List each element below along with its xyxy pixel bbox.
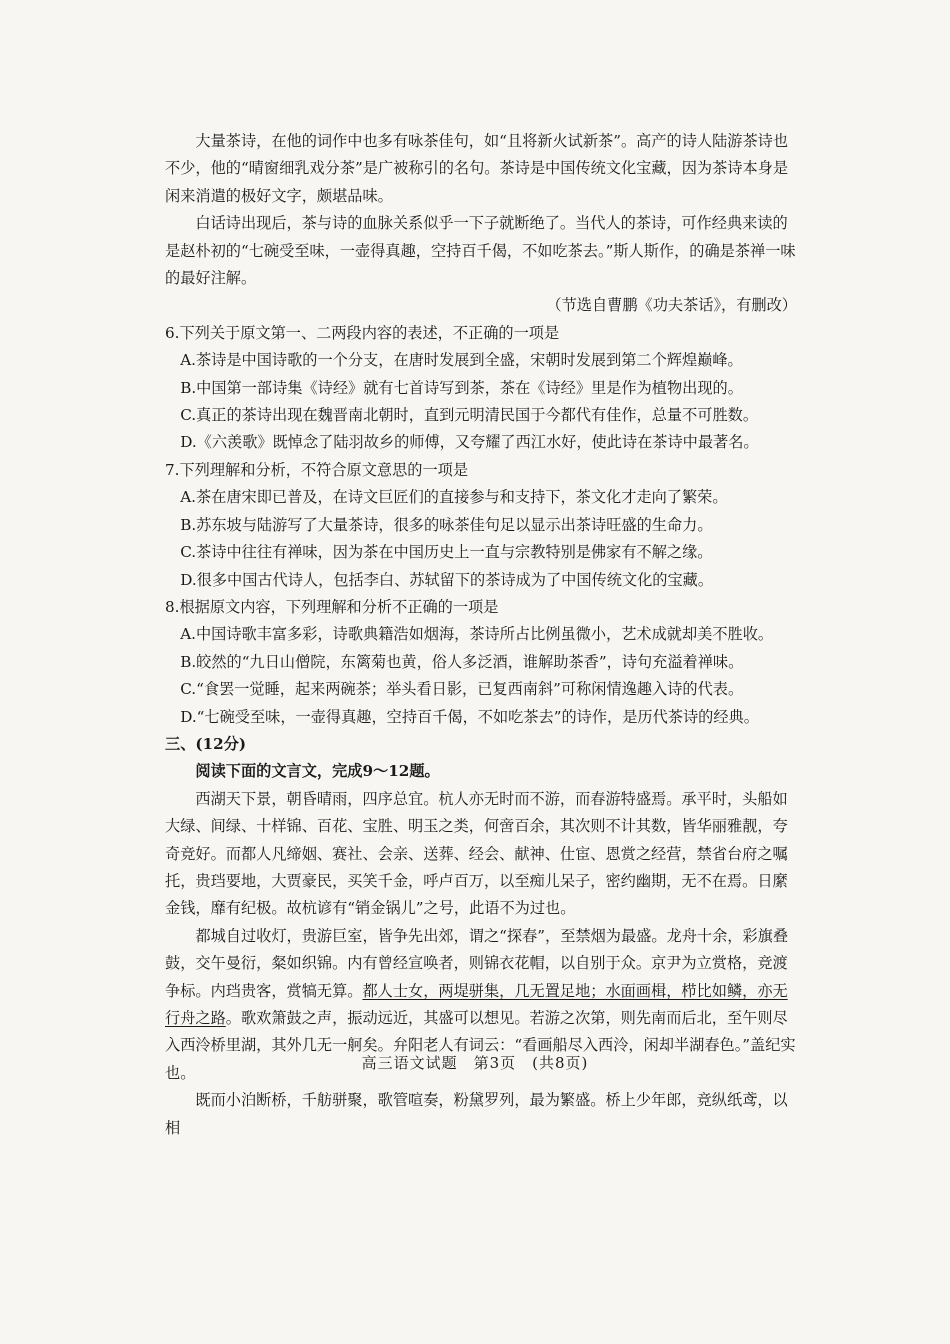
question-stem: 7.下列理解和分析，不符合原文意思的一项是 [165,460,469,479]
option-c: C.“食罢一觉睡，起来两碗茶；举头看日影，已复西南斜”可称闲情逸趣入诗的代表。 [180,680,744,699]
option-a: A.中国诗歌丰富多彩，诗歌典籍浩如烟海，茶诗所占比例虽微小，艺术成就却美不胜收。 [180,625,774,644]
passage-paragraph: 白话诗出现后，茶与诗的血脉关系似乎一下子就断绝了。当代人的茶诗，可作经典来读的是赵朴初的“七碗受至味，一壶得真趣，空持百千偈，不如吃茶去。”斯人斯作，的确是茶禅一味的最好注解。 [165,214,796,288]
classical-paragraph: 既而小泊断桥，千舫骈聚，歌管喧奏，粉黛罗列，最为繁盛。桥上少年郎，竞纵纸鸢，以相 [165,1091,788,1137]
classical-paragraph: 西湖天下景，朝昏晴雨，四序总宜。杭人亦无时而不游，而春游特盛焉。承平时，头船如大绿、间绿、十样锦、百花、宝胜、明玉之类，何啻百余，其次则不计其数，皆华丽雅靓，夸奇竞好。而都人凡缔姻、赛社、会亲、送葬、经会、献神、仕宦、恩赏之经营，禁省台府之嘱托，贵珰要地，大贾豪民，买笑千金，呼卢百万，以至痴儿呆子，密约幽期，无不在焉。日縻金钱，靡有纪极。故杭谚有“销金锅儿”之号，此语不为过也。 [165,789,788,918]
option-a: A.茶在唐宋即已普及，在诗文巨匠们的直接参与和支持下，茶文化才走向了繁荣。 [180,488,728,507]
underlined-sentence: 都人士女，两堤骈集，几无置足地；水面画楫，栉比如鳞，亦无行舟之路 [165,981,788,1027]
option-c: C.茶诗中往往有禅味，因为茶在中国历史上一直与宗教特别是佛家有不解之缘。 [180,543,713,562]
option-d: D.“七碗受至味，一壶得真趣，空持百千偈，不如吃茶去”的诗作，是历代茶诗的经典。 [180,707,759,726]
section-instruction: 阅读下面的文言文，完成9～12题。 [195,762,440,781]
paragraph-text: 都城自过收灯，贵游巨室，皆争先出郊，谓之“探春”，至禁烟为最盛。龙舟十余，彩旗叠鼓，交午曼衍，粲如织锦。内有曾经宣唤者，则锦衣花帽，以自别于众。京尹为立赏格，竞渡争标。内珰贵客，赏犒无算。 [165,926,789,1000]
option-b: B.苏东坡与陆游写了大量茶诗，很多的咏茶佳句足以显示出茶诗旺盛的生命力。 [180,515,713,534]
question-8 [165,594,797,731]
option-c: C.真正的茶诗出现在魏晋南北朝时，直到元明清民国于今都代有佳作，总量不可胜数。 [180,406,759,425]
passage-source: （节选自曹鹏《功夫茶话》，有删改） [546,296,797,315]
section-heading: 三、(12分) [165,734,247,753]
passage-paragraph: 大量茶诗，在他的词作中也多有咏茶佳句，如“且将新火试新茶”。高产的诗人陆游茶诗也不少，他的“晴窗细乳戏分茶”是广被称引的名句。茶诗是中国传统文化宝藏，因为茶诗本身是闲来消遣的极好文字，颇堪品味。 [165,132,789,205]
page-content [165,128,797,1142]
option-b: B.中国第一部诗集《诗经》就有七首诗写到茶，茶在《诗经》里是作为植物出现的。 [180,378,743,397]
option-d: D.《六羡歌》既悼念了陆羽故乡的师傅，又夸耀了西江水好，使此诗在茶诗中最著名。 [180,433,759,452]
question-6 [165,320,797,457]
page-footer: 高三语文试题 第3页 (共8页) [361,1054,589,1072]
question-stem: 8.根据原文内容，下列理解和分析不正确的一项是 [165,597,499,616]
paragraph-text: 。歌欢箫鼓之声，振动远近，其盛可以想见。若游之次第，则先南而后北，至午则尽入西泠桥里湖，其外几无一舸矣。弁阳老人有词云：“看画船尽入西泠，闲却半湖春色。”盖纪实也。 [165,1009,796,1082]
option-d: D.很多中国古代诗人，包括李白、苏轼留下的茶诗成为了中国传统文化的宝藏。 [180,570,714,589]
section-3 [165,731,797,1142]
option-b: B.皎然的“九日山僧院，东篱菊也黄，俗人多泛酒，谁解助茶香”，诗句充溢着禅味。 [180,652,744,671]
question-7 [165,457,797,594]
question-stem: 6.下列关于原文第一、二两段内容的表述，不正确的一项是 [165,323,560,342]
option-a: A.茶诗是中国诗歌的一个分支，在唐时发展到全盛，宋朝时发展到第二个辉煌巅峰。 [180,351,743,370]
